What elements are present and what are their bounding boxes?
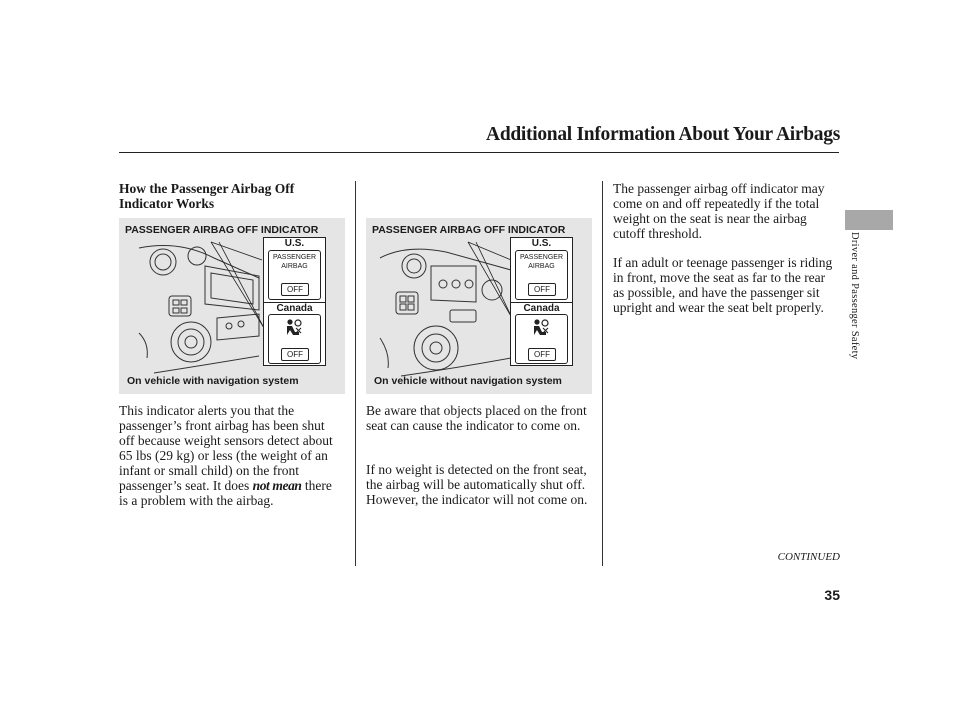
section-heading: How the Passenger Airbag Off Indicator Works	[119, 181, 295, 211]
off-label: OFF	[281, 283, 309, 296]
off-label: OFF	[281, 348, 309, 361]
col1-paragraph	[119, 403, 341, 508]
col3-paragraph-1: The passenger airbag off indicator may come on and off repeatedly if the total weight on the seat is near the airbag cutoff threshold.	[613, 181, 825, 241]
figure-with-navigation	[119, 218, 345, 394]
us-indicator-panel	[268, 250, 321, 300]
col3-paragraph-2: If an adult or teenage passenger is riding in front, move the seat as far to the rear as possible, and have the passenger sit upright and wear the seat belt properly.	[613, 255, 833, 315]
off-label: OFF	[528, 283, 556, 296]
indicator-line-airbag: AIRBAG	[528, 263, 555, 270]
column-divider-2	[602, 181, 603, 566]
section-tab	[845, 210, 893, 230]
indicator-line-airbag: AIRBAG	[281, 263, 308, 270]
col2-paragraph-1: Be aware that objects placed on the front seat can cause the indicator to come on.	[366, 403, 587, 433]
title-rule	[119, 152, 839, 153]
figure-label: PASSENGER AIRBAG OFF INDICATOR	[372, 224, 566, 236]
col1-text-b: there is a problem with the airbag.	[119, 478, 332, 508]
us-indicator-panel	[515, 250, 568, 300]
section-tab-label: Driver and Passenger Safety	[849, 232, 860, 360]
indicator-box	[510, 237, 573, 366]
canada-label: Canada	[276, 303, 313, 314]
col2-paragraph-2: If no weight is detected on the front seat, the airbag will be automatically shut off. However, the indicator will not come on.	[366, 462, 588, 507]
page-number: 35	[824, 587, 840, 603]
column-divider-1	[355, 181, 356, 566]
us-indicator-text	[516, 253, 567, 271]
indicator-line-passenger: PASSENGER	[272, 254, 317, 261]
indicator-line-passenger: PASSENGER	[519, 254, 564, 261]
page-title: Additional Information About Your Airbags	[486, 124, 840, 145]
us-label: U.S.	[531, 238, 552, 249]
figure-caption: On vehicle without navigation system	[374, 375, 562, 387]
figure-caption: On vehicle with navigation system	[127, 375, 299, 387]
us-indicator-text	[269, 253, 320, 271]
airbag-seat-icon	[269, 315, 320, 345]
figure-label: PASSENGER AIRBAG OFF INDICATOR	[125, 224, 319, 236]
col1-emphasis: not mean	[252, 478, 302, 493]
indicator-box	[263, 237, 326, 366]
us-label: U.S.	[284, 238, 305, 249]
col1-text-a: This indicator alerts you that the passenger’s front airbag has been shut off because weight sensors detect about 65 lbs (29 kg) or less (the weight of an infant or small child) on the front passenger’s seat. It does	[119, 403, 333, 493]
off-label: OFF	[528, 348, 556, 361]
canada-label: Canada	[523, 303, 560, 314]
airbag-seat-icon	[516, 315, 567, 345]
canada-indicator-panel	[515, 314, 568, 364]
continued-label: CONTINUED	[777, 551, 840, 563]
figure-without-navigation	[366, 218, 592, 394]
canada-indicator-panel	[268, 314, 321, 364]
